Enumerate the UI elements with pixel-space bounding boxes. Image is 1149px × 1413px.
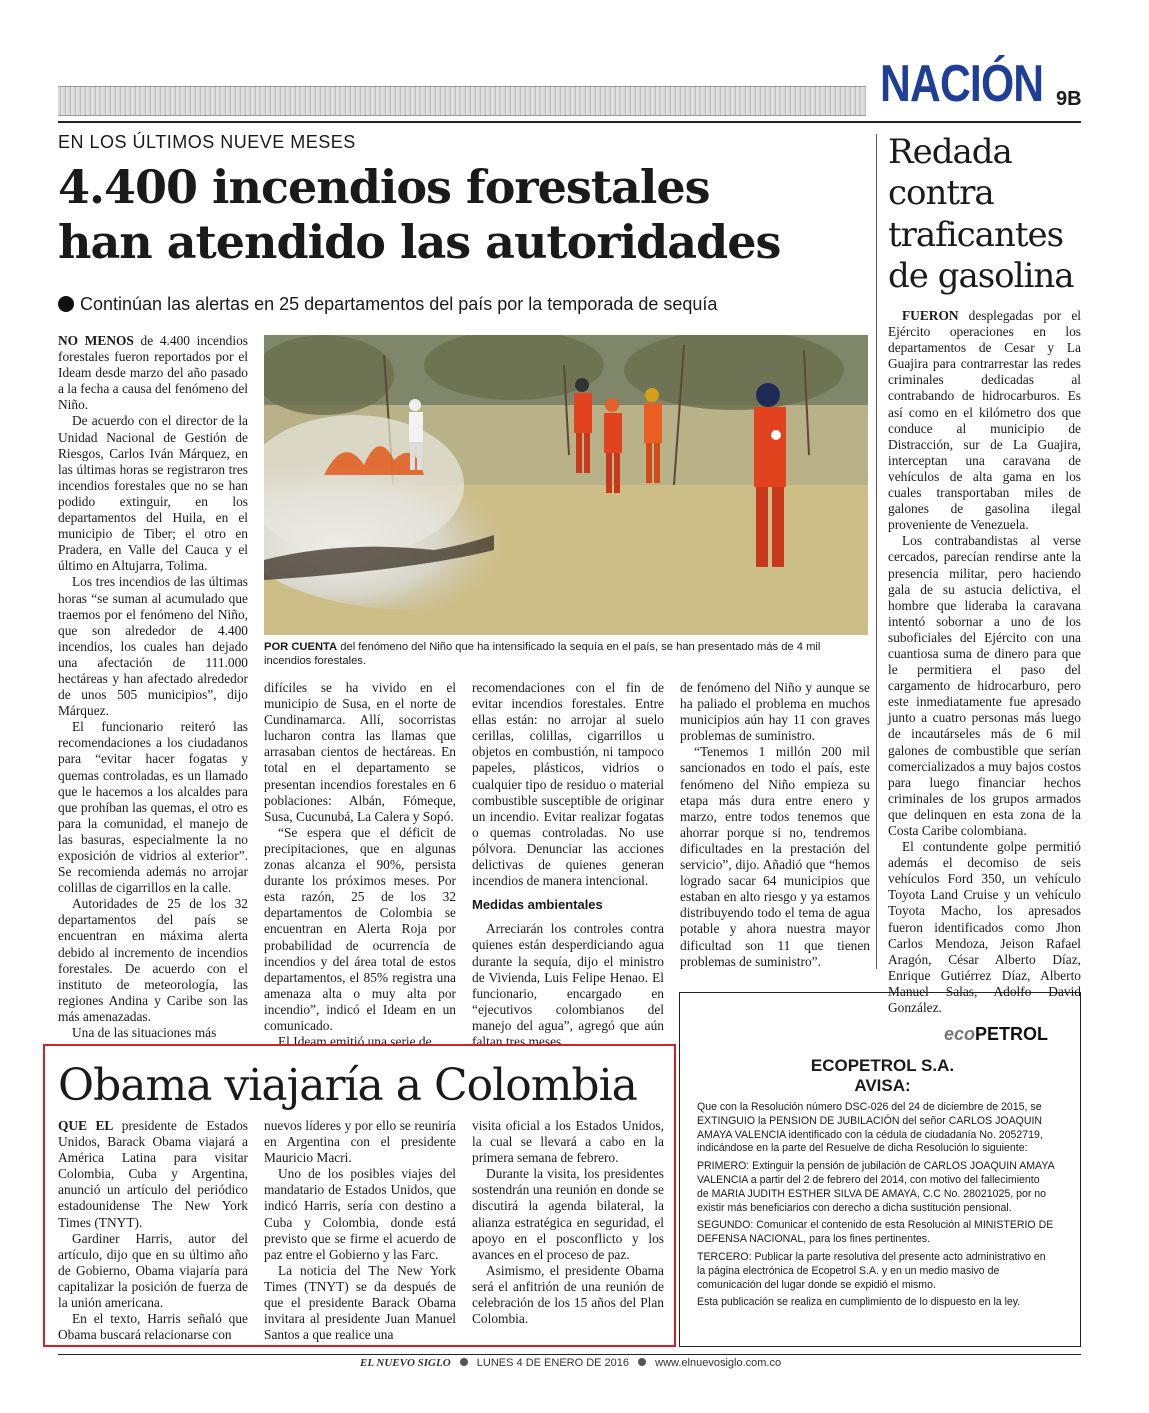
main-headline — [58, 160, 858, 270]
main-column-3 — [472, 680, 664, 1050]
main-column-2 — [264, 680, 456, 1050]
headline-line: traficantes — [888, 214, 1064, 255]
obama-headline: Obama viajaría a Colombia — [58, 1060, 637, 1111]
ecopetrol-body — [697, 1101, 1054, 1314]
bullet-icon — [58, 296, 74, 312]
paragraph: FUERON desplegadas por el Ejército operaciones en los departamentos de Cesar y La Guajira para contrarrestar las redes criminales dedicadas al contrabando de hidrocarburos. Es así como en el kilómetro dos que conduce al municipio de Distracción, sur de La Guajira, interceptan una caravana de vehículos de alta gama en los cuales transportaban miles de galones de gasolina ilegal proveniente de Venezuela. — [888, 308, 1081, 533]
bullet-icon — [638, 1358, 646, 1366]
subhead: Medidas ambientales — [472, 897, 603, 913]
sidebar-headline — [888, 132, 1084, 298]
lead-in: QUE EL — [58, 1118, 114, 1133]
sidebar-divider — [876, 134, 877, 969]
photo-caption — [264, 640, 870, 668]
page-number: 9B — [1056, 88, 1082, 110]
notice-segundo: SEGUNDO: Comunicar el contenido de esta Resolución al MINISTERIO DE DEFENSA NACIONAL, para los fines pertinentes. — [697, 1219, 1054, 1246]
headline-line: 4.400 incendios forestales — [58, 160, 710, 214]
paragraph: La noticia del The New York Times (TNYT) se da después de que el presidente Barack Obama invitara al presidente Juan Manuel Santos a que realice una — [264, 1262, 456, 1343]
headline-line: han atendido las autoridades — [58, 215, 781, 270]
headline-line: contra — [888, 173, 994, 214]
paragraph: QUE EL presidente de Estados Unidos, Barack Obama viajará a América Latina para visitar Colombia, Cuba y Argentina, anunció un artículo del periódico estadounidense The New York Times (TNYT). — [58, 1118, 248, 1230]
obama-column-1 — [58, 1118, 248, 1343]
notice-closing: Esta publicación se realiza en cumplimiento de lo dispuesto en la ley. — [697, 1296, 1021, 1309]
footer — [360, 1357, 781, 1369]
main-column-4 — [680, 680, 870, 970]
paragraph: difíciles se ha vivido en el municipio de Susa, en el norte de Cundinamarca. Allí, socorristas lucharon contra las llamas que arrasaban cientos de hectáreas. En total en el departamento se presentan incendios forestales en 6 poblaciones: Albán, Fómeque, Susa, Cucunubá, La Calera y Sopó. — [264, 680, 456, 824]
paragraph: De acuerdo con el director de la Unidad Nacional de Gestión de Riesgos, Carlos Iván Márquez, en las últimas horas se registraron tres incendios forestales que no se han podido extinguir, en los departamentos del Huila, en el municipio de Tiber; el otro en Pradera, en Valle del Cauca y el último en Altujarra, Tolima. — [58, 413, 248, 574]
paragraph: visita oficial a los Estados Unidos, la cual se llevará a cabo en la primera semana de febrero. — [472, 1118, 664, 1166]
footer-website[interactable]: www.elnuevosiglo.com.co — [655, 1357, 782, 1369]
paragraph: Asimismo, el presidente Obama será el anfitrión de una reunión de celebración de los 15 años del Plan Colombia. — [472, 1262, 664, 1327]
paragraph: El contundente golpe permitió además el decomiso de seis vehículos Ford 350, un vehículo Toyota Land Cruise y un vehículo Toyota Macho, los apresados fueron identificados como Jhon Carlos Mendoza, Jeison Rafael Aragón, César Alberto Díaz, Enrique Gutiérrez Díaz, Alberto Manuel Salas, Adolfo David González. — [888, 839, 1081, 1016]
paragraph: Gardiner Harris, autor del artículo, dijo que en su último año de Gobierno, Obama viajaría para capitalizar la posición de fuerza de la unión americana. — [58, 1230, 248, 1311]
paragraph: recomendaciones con el fin de evitar incendios forestales. Entre ellas están: no arrojar al suelo cerillas, colillas, cigarrillos u objetos en combustión, ni tampoco papeles, plásticos, vidrios o cualquier tipo de residuo o material combustible susceptible de originar un incendio. Evitar realizar fogatas o quemas controladas. No use pólvora. Denunciar las acciones delictivas de quienes generan incendios de manera intencional. — [472, 680, 664, 889]
paragraph: nuevos líderes y por ello se reuniría en Argentina con el presidente Mauricio Macri. — [264, 1118, 456, 1166]
caption-text: del fenómeno del Niño que ha intensificado la sequía en el país, se han presentado más de 4 mil incendios forestales. — [264, 641, 821, 667]
footer-masthead: EL NUEVO SIGLO — [360, 1357, 451, 1369]
paragraph: “Tenemos 1 millón 200 mil sancionados en todo el país, este fenómeno del Niño empieza su etapa más dura entre enero y marzo, entre todos tenemos que ahorrar porque si no, tendremos dificultades en la prestación del servicio”, dijo. Añadió que “hemos logrado sacar 64 municipios que estaban en alto riesgo y ya estamos distribuyendo todo el tema de agua potable y ahora nuestra mayor dificultad son 11 que tienen problemas de suministro”. — [680, 744, 870, 969]
header-band — [58, 86, 866, 116]
deck-text: Continúan las alertas en 25 departamentos del país por la temporada de sequía — [80, 294, 718, 314]
paragraph: Los tres incendios de las últimas horas “se suman al acumulado que traemos por el fenómeno del Niño, que son alrededor de 4.400 incendios, los cuales han dejado una afectación de 111.000 hectáreas y han afectado alrededor de unos 505 municipios”, dijo Márquez. — [58, 574, 248, 719]
obama-column-3 — [472, 1118, 664, 1327]
paragraph: “Se espera que el déficit de precipitaciones, que en algunas zonas alcanza el 90%, persista durante los próximos meses. Por esta razón, 25 de los 32 departamentos de Colombia se encuentran en Alerta Roja por probabilidad de ocurrencia de incendios y del área total de estos departamentos, el 85% registra una amenaza alta o muy alta por incendio”, indicó el Ideam en un comunicado. — [264, 824, 456, 1033]
lead-in: NO MENOS — [58, 333, 134, 348]
ecopetrol-title: ECOPETROL S.A. AVISA: — [810, 1056, 955, 1095]
paragraph: El funcionario reiteró las recomendaciones a los ciudadanos para “evitar hacer fogatas y quemas controladas, es un llamado que le hacemos a los alcaldes para que prohíban las quemas, el otro es para la comunidad, el manejo de las basuras, especialmente la no exposición de vidrios al exterior”. Se recomienda además no arrojar colillas de cigarrillos en la calle. — [58, 719, 248, 896]
headline-line: Redada — [888, 132, 1012, 172]
main-column-1 — [58, 333, 248, 1041]
paragraph: En el texto, Harris señaló que Obama buscará relacionarse con — [58, 1311, 248, 1343]
wildfire-photo — [264, 335, 868, 635]
sidebar-column — [888, 308, 1081, 1016]
headline-line: de gasolina — [888, 256, 1074, 297]
section-name: NACIÓN — [880, 55, 1044, 113]
footer-rule — [58, 1354, 1081, 1355]
ecopetrol-logo: ecoPETROL — [944, 1024, 1049, 1044]
header-rule — [58, 121, 1081, 123]
deck — [58, 294, 858, 315]
footer-date: LUNES 4 DE ENERO DE 2016 — [476, 1357, 630, 1369]
paragraph: Arreciarán los controles contra quienes están desperdiciando agua durante la sequía, dijo el ministro de Vivienda, Luis Felipe Henao. El funcionario, encargado en “ejecutivos colombianos del manejo del agua”, agregó que aún faltan tres meses — [472, 921, 664, 1049]
paragraph: Autoridades de 25 de los 32 departamentos del país se encuentran en máxima alerta debido al incremento de incendios forestales. De acuerdo con el instituto de meteorología, las regiones Andina y Caribe son las más amenazadas. — [58, 896, 248, 1024]
paragraph: Una de las situaciones más — [72, 1025, 217, 1041]
kicker: EN LOS ÚLTIMOS NUEVE MESES — [58, 132, 356, 152]
bullet-icon — [460, 1358, 468, 1366]
paragraph: Los contrabandistas al verse cercados, parecían rendirse ante la presencia militar, pero haciendo gala de su astucia delictiva, el hombre que lideraba la caravana intentó sobornar a uno de los suboficiales del Ejército con una cuantiosa suma de dinero para que le permitiera el paso del cargamento de hidrocarburo, pero este inmediatamente fue apresado junto a cuatro personas más luego de incautárseles más de 6 mil galones de combustible que serían comercializados a muy bajos costos para luego financiar hechos criminales de los grupos armados que delinquen en esta zona de la Costa Caribe colombiana. — [888, 533, 1081, 838]
paragraph: NO MENOS de 4.400 incendios forestales fueron reportados por el Ideam desde marzo del año pasado a la fecha a causa del fenómeno del Niño. — [58, 333, 248, 413]
paragraph: de fenómeno del Niño y aunque se ha paliado el problema en muchos municipios aún hay 11 con graves problemas de suministro. — [680, 680, 870, 744]
obama-column-2 — [264, 1118, 456, 1343]
photo-illustration — [264, 335, 868, 635]
notice-intro: Que con la Resolución número DSC-026 del 24 de diciembre de 2015, se EXTINGUIO la PENSION DE JUBILACIÓN del señor CARLOS JOAQUIN AMAYA VALENCIA identificado con la cédula de ciudadanía No. 2052719, indicándose en la parte del Resuelve de dicha Resolución lo siguiente: — [697, 1101, 1043, 1155]
lead-in: FUERON — [902, 308, 959, 323]
paragraph: El Ideam emitió una serie de — [278, 1034, 432, 1050]
notice-primero: PRIMERO: Extinguir la pensión de jubilación de CARLOS JOAQUIN AMAYA VALENCIA a partir del 2 de febrero del 2014, con motivo del fallecimiento de MARIA JUDITH ESTHER SILVA DE AMAYA, C.C No. 28021025, por no existir más beneficiarios con derecho a dicha sustitución pensional. — [697, 1160, 1055, 1214]
paragraph: Uno de los posibles viajes del mandatario de Estados Unidos, que indicó Harris, sería con destino a Cuba y Colombia, donde está previsto que se firme el acuerdo de paz entre el Gobierno y las Farc. — [264, 1166, 456, 1262]
caption-lead: POR CUENTA — [264, 641, 338, 653]
paragraph: Durante la visita, los presidentes sostendrán una reunión en donde se discutirá la agenda bilateral, la alianza estratégica en seguridad, el apoyo en el posconflicto y los avances en el proceso de paz. — [472, 1166, 664, 1262]
notice-tercero: TERCERO: Publicar la parte resolutiva del presente acto administrativo en la página electrónica de Ecopetrol S.A. y en un medio masivo de comunicación del lugar donde se expidió el mismo. — [697, 1250, 1046, 1291]
